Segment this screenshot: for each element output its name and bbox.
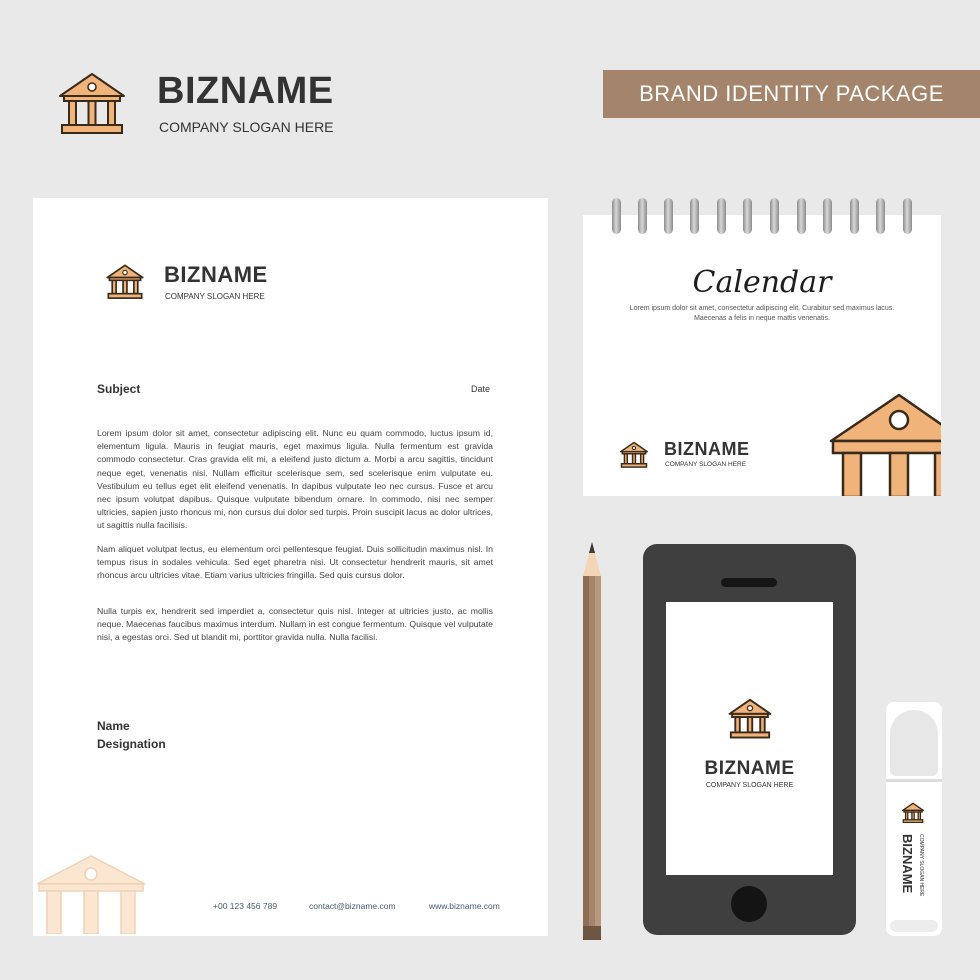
calendar-ring	[743, 198, 752, 234]
usb-text-block	[896, 834, 936, 914]
phone-bank-building-icon	[727, 697, 773, 741]
usb-cap	[890, 710, 938, 776]
calendar-title: Calendar	[692, 265, 832, 300]
usb-slogan: COMPANY SLOGAN HERE	[918, 834, 924, 897]
phone-home-button	[731, 886, 767, 922]
calendar-ring	[823, 198, 832, 234]
usb-drive-mockup	[886, 702, 942, 936]
pencil-icon	[577, 540, 607, 942]
letterhead-designation: Designation	[97, 737, 166, 751]
calendar-ring	[770, 198, 779, 234]
calendar-ring	[717, 198, 726, 234]
calendar-ring	[903, 198, 912, 234]
usb-bottom	[890, 920, 938, 932]
calendar-ring	[690, 198, 699, 234]
usb-brand-name: BIZNAME	[900, 834, 915, 894]
calendar-ring	[876, 198, 885, 234]
watermark-bank-building-icon	[35, 854, 147, 934]
letterhead-paragraph: Nulla turpis ex, hendrerit sed imperdiet a, consectetur quis nisl. Integer at ultricies justo, ac mollis neque. Maecenas faucibus maximus interdum. Nullam in est congue fermentum. Quisque vel vulputate nisi, a egestas orci. Sed ut blandit mi, porttitor gravida nulla. Nulla facilisi.	[97, 606, 493, 643]
brand-identity-banner: BRAND IDENTITY PACKAGE	[603, 70, 980, 118]
letterhead-slogan: COMPANY SLOGAN HERE	[165, 292, 265, 301]
calendar-ring	[612, 198, 621, 234]
letterhead-bank-building-icon	[105, 262, 145, 302]
letterhead-brand-name: BIZNAME	[164, 262, 268, 287]
calendar-text: Lorem ipsum dolor sit amet, consectetur adipiscing elit. Curabitur sed maximus lacus. Maecenas a felis in neque mattis venenatis.	[629, 305, 895, 322]
calendar-large-bank-building-icon	[829, 393, 941, 496]
letterhead-website: www.bizname.com	[429, 901, 500, 911]
header-slogan: COMPANY SLOGAN HERE	[159, 119, 334, 135]
calendar-ring	[664, 198, 673, 234]
calendar-card	[583, 215, 941, 496]
letterhead-paragraph: Lorem ipsum dolor sit amet, consectetur adipiscing elit. Nunc eu quam commodo, luctus ipsum id, elementum ligula. Mauris in feugiat mauris, eget maximus ligula. Nulla fermentum est gravida commodo consectetur. Cras gravida elit mi, a eleifend justo dictum a. Morbi a arcu sagittis, tincidunt neque eget, venenatis nisi. Nullam efficitur scelerisque sem, sed scelerisque enim vulputate eu. Vestibulum eu tellus eget elit eleifend venenatis. In dapibus vulputate leo nec cursus. Fusce et arcu nec ipsum volutpat dapibus. Quisque vulputate bibendum ornare. In commodo, nisi nec semper ultricies, sapien justo rhoncus mi, non cursus dui dolor sed turpis. Proin suscipit lacus ac dolor ultrices, ut sagittis nulla facilisis.	[97, 428, 493, 531]
calendar-brand-name: BIZNAME	[664, 439, 750, 459]
calendar-ring	[850, 198, 859, 234]
header-bank-building-icon	[56, 70, 128, 138]
phone-brand-name: BIZNAME	[704, 758, 795, 779]
calendar-bank-building-icon	[619, 440, 649, 470]
letterhead-email: contact@bizname.com	[309, 901, 396, 911]
usb-bank-building-icon	[901, 802, 925, 824]
letterhead-name: Name	[97, 719, 130, 733]
phone-screen	[666, 602, 833, 875]
letterhead-paragraph: Nam aliquet volutpat lectus, eu elementum orci pellentesque feugiat. Duis sollicitudin maximus nisl. In tempus risus in sodales vehicula. Sed eget pharetra nisi. Ut consectetur hendrerit mauris, sit amet rhoncus arcu ultricies vitae. Etiam varius ultricies fringilla. Sed quis cursus dolor.	[97, 544, 493, 581]
phone-slogan: COMPANY SLOGAN HERE	[705, 782, 794, 789]
calendar-ring	[638, 198, 647, 234]
smartphone-mockup	[643, 544, 856, 935]
calendar-slogan: COMPANY SLOGAN HERE	[665, 461, 747, 468]
header-brand-name: BIZNAME	[157, 70, 334, 112]
letterhead-sheet	[33, 198, 548, 936]
calendar-ring	[797, 198, 806, 234]
letterhead-date: Date	[471, 384, 491, 394]
letterhead-phone: +00 123 456 789	[213, 901, 278, 911]
phone-speaker	[721, 578, 777, 587]
usb-band	[886, 779, 942, 782]
letterhead-subject: Subject	[97, 382, 141, 396]
